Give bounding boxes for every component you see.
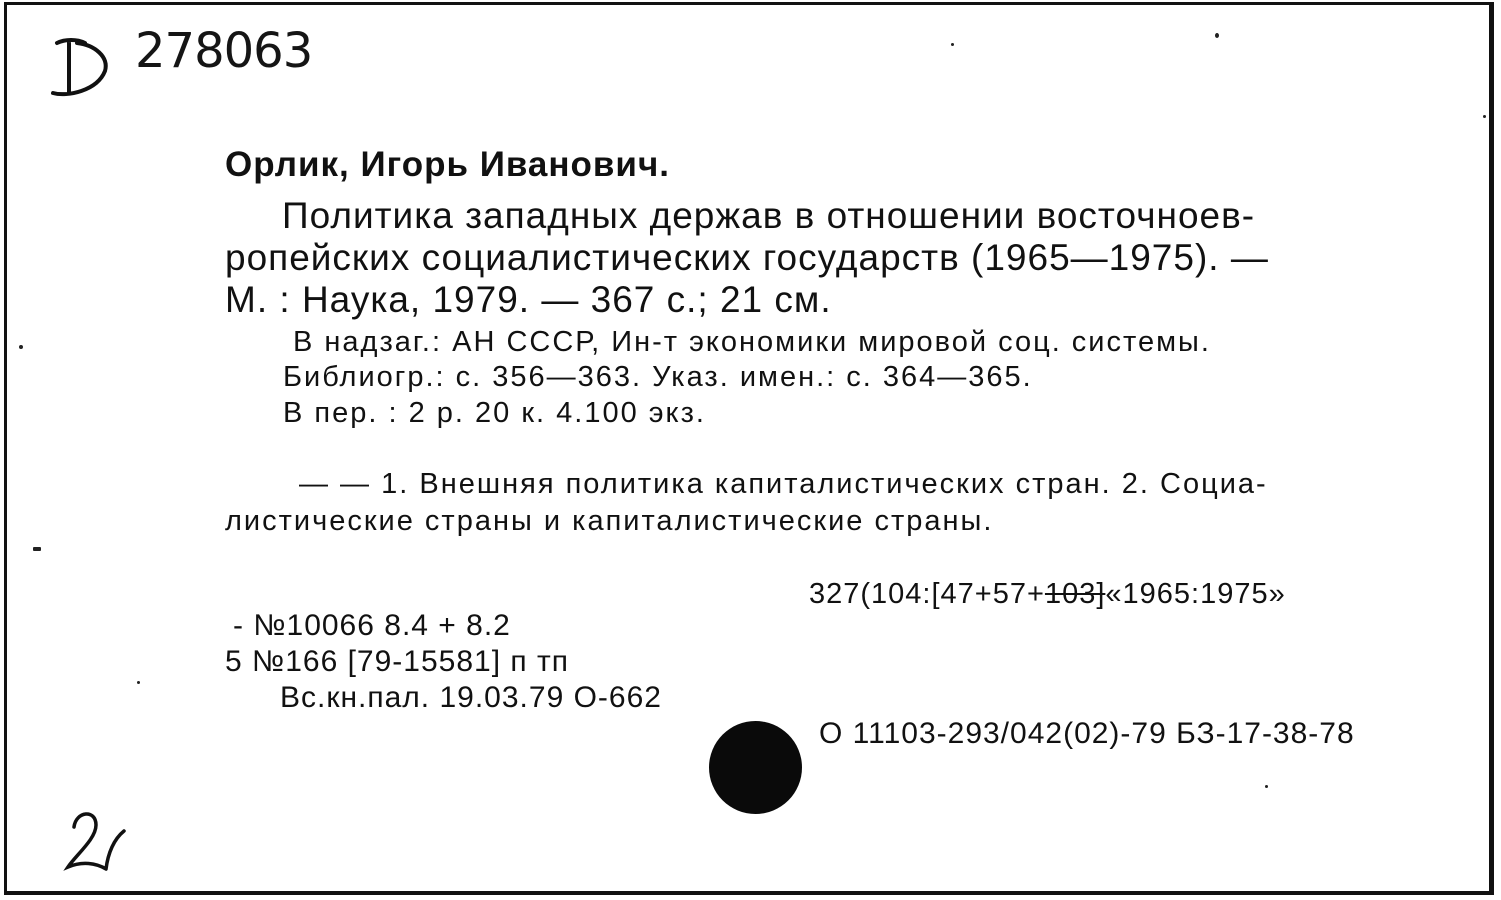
punch-hole (709, 721, 802, 814)
title-line: М. : Наука, 1979. — 367 с.; 21 см. (225, 279, 832, 320)
ink-speck (19, 345, 23, 349)
classification-struck: 103] (1044, 578, 1106, 610)
note-line: В пер. : 2 р. 20 к. 4.100 экз. (283, 397, 706, 429)
ink-speck (33, 547, 41, 551)
classification-prefix: 327(104:[47+57+ (809, 578, 1045, 610)
note-line: Библиогр.: с. 356—363. Указ. имен.: с. 364—365. (283, 361, 1033, 393)
subject-heading-line: — — 1. Внешняя политика капиталистических стран. 2. Социа- (299, 468, 1268, 500)
publication-code-line: О 11103-293/042(02)-79 БЗ-17-38-78 (819, 717, 1355, 750)
handwritten-letter-d (47, 35, 117, 105)
catalog-card (4, 2, 1494, 895)
ink-speck (1483, 115, 1486, 118)
author-name: Орлик, Игорь Иванович. (225, 145, 670, 184)
ink-speck (137, 681, 140, 684)
title-line: ропейских социалистических государств (1965—1975). — (225, 237, 1269, 278)
classification-suffix: «1965:1975» (1105, 578, 1286, 610)
ink-speck (951, 43, 954, 46)
classification-code (809, 578, 1286, 611)
catalog-number: 278063 (135, 23, 313, 79)
ink-speck (1265, 785, 1268, 788)
note-line: В надзаг.: АН СССР, Ин-т экономики мировой соц. системы. (293, 326, 1211, 358)
title-line: Политика западных держав в отношении восточноев- (282, 195, 1256, 236)
subject-heading-line: листические страны и капиталистические страны. (225, 505, 994, 537)
meta-line: 5 №166 [79-15581] п тп (225, 645, 569, 678)
meta-line: Вс.кн.пал. 19.03.79 О-662 (280, 681, 662, 714)
meta-line: - №10066 8.4 + 8.2 (233, 609, 511, 642)
handwritten-mark-2 (62, 805, 132, 875)
ink-speck (1215, 33, 1219, 38)
